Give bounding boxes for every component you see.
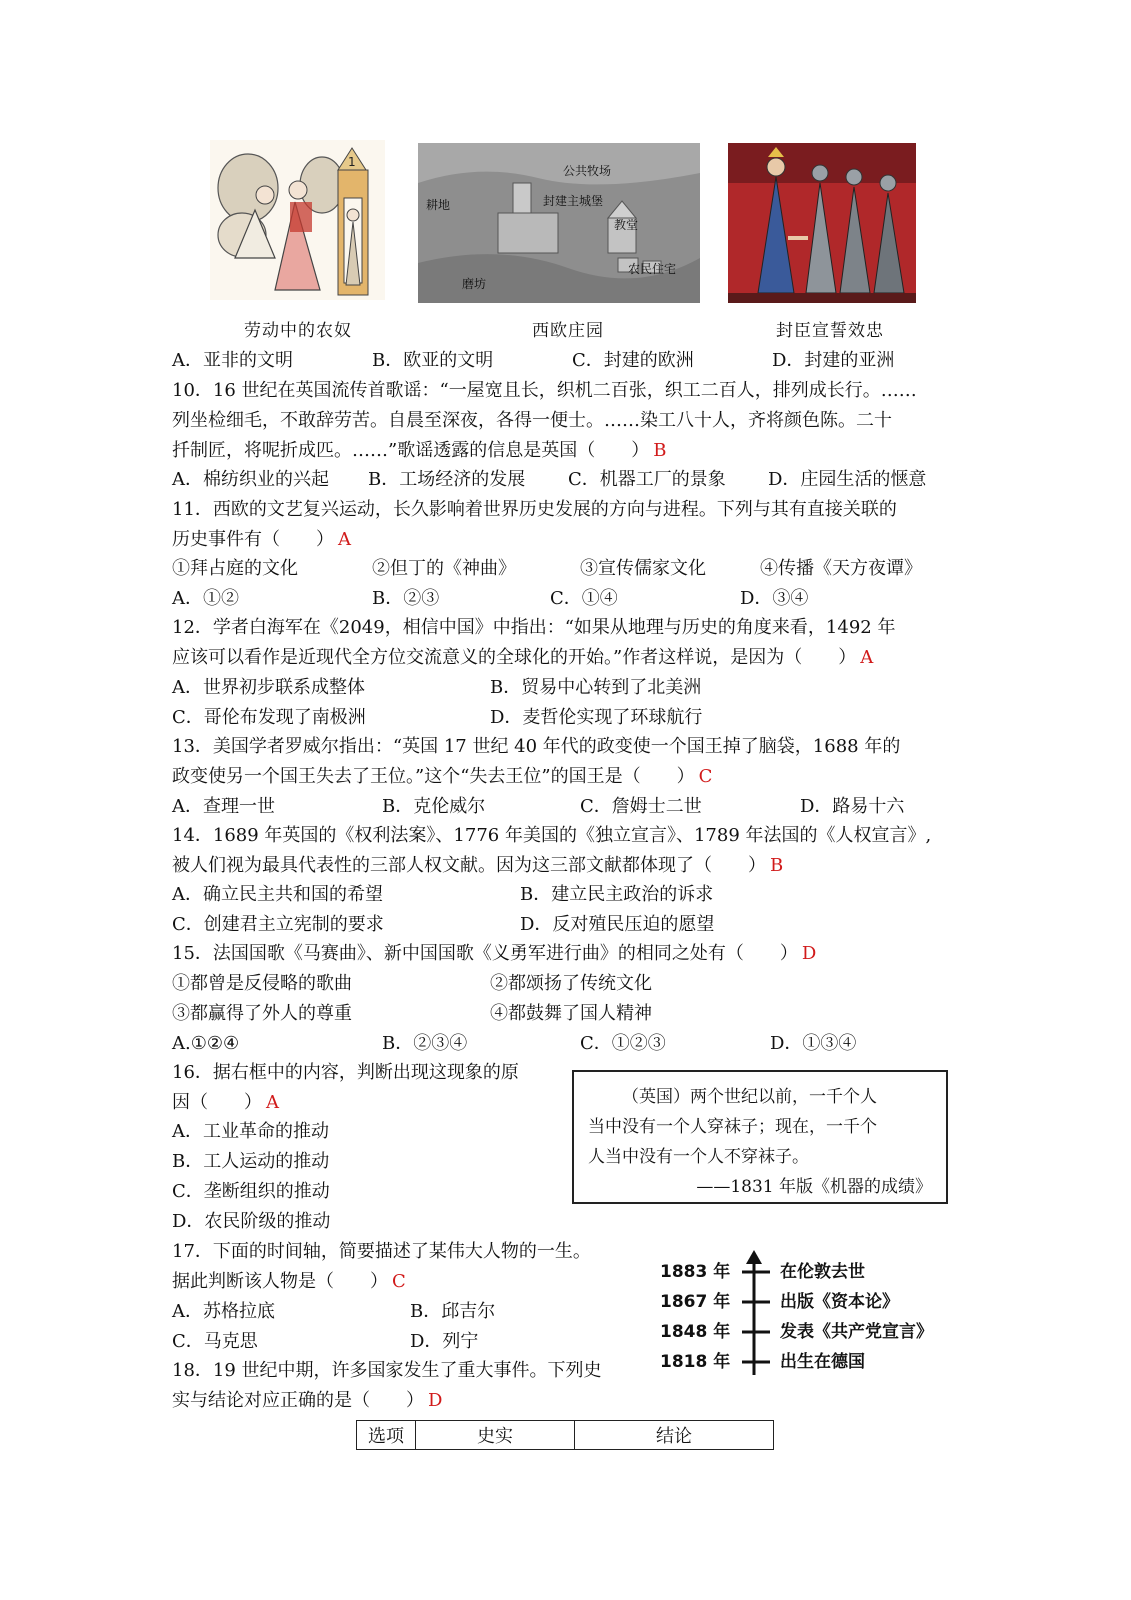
timeline-year: 1867 年 [660,1292,731,1312]
q16-stem-line-1: 16．据右框中的内容，判断出现这现象的原 [172,1062,519,1083]
q18-stem-text: 实与结论对应正确的是（ ） [172,1390,424,1411]
table-header-option: 选项 [357,1421,416,1450]
q9-option-d[interactable]: D．封建的亚洲 [772,350,895,371]
manor-label-peasant-houses: 农民住宅 [628,262,677,276]
q17-option-d[interactable]: D．列宁 [410,1331,479,1352]
q16-option-d[interactable]: D．农民阶级的推动 [172,1211,331,1232]
q14-option-a[interactable]: A．确立民主共和国的希望 [172,884,383,905]
q13-option-c[interactable]: C．詹姆士二世 [580,796,702,817]
q16-option-c[interactable]: C．垄断组织的推动 [172,1181,330,1202]
q14-option-d[interactable]: D．反对殖民压迫的愿望 [520,914,715,935]
q12-answer: A [860,647,874,668]
q15-stem-line-1 [172,943,816,965]
quote-box [572,1070,948,1204]
quote-line-1: （英国）两个世纪以前，一千个人 [622,1087,877,1107]
q16-answer: A [266,1092,279,1113]
timeline-year: 1848 年 [660,1322,731,1342]
q18-options-table [356,1420,774,1450]
q11-answer: A [338,529,351,550]
svg-text:1: 1 [348,155,356,169]
q12-option-c[interactable]: C．哥伦布发现了南极洲 [172,707,366,728]
q15-answer: D [801,943,817,964]
q13-option-d[interactable]: D．路易十六 [800,796,905,817]
q18-stem-line-1: 18．19 世纪中期，许多国家发生了重大事件。下列史 [172,1360,602,1381]
manor-label-castle: 封建主城堡 [543,194,604,208]
q15-item-1: ①都曾是反侵略的歌曲 [172,973,352,994]
caption-serfs: 劳动中的农奴 [244,321,352,341]
q15-stem-text: 15．法国国歌《马赛曲》、新中国国歌《义勇军进行曲》的相同之处有（ ） [172,943,798,964]
caption-vassal: 封臣宣誓效忠 [776,321,884,341]
q14-stem-line-1: 14．1689 年英国的《权利法案》、1776 年美国的《独立宣言》、1789 年法国的《人权宣言》, [172,825,932,846]
timeline-event: 发表《共产党宣言》 [780,1322,933,1342]
q17-option-a[interactable]: A．苏格拉底 [172,1301,275,1322]
q12-option-d[interactable]: D．麦哲伦实现了环球航行 [490,707,703,728]
q14-option-c[interactable]: C．创建君主立宪制的要求 [172,914,384,935]
q10-stem-text: 扦制匠，将呢折成匹。……”歌谣透露的信息是英国（ ） [172,440,650,461]
q15-item-4: ④都鼓舞了国人精神 [490,1003,652,1024]
q11-option-b[interactable]: B．②③ [372,588,440,609]
q14-stem-text: 被人们视为最具代表性的三部人权文献。因为这三部文献都体现了（ ） [172,855,766,876]
q17-stem-line-2 [172,1271,406,1293]
q11-option-d[interactable]: D．③④ [740,588,809,609]
q17-stem-text: 据此判断该人物是（ ） [172,1271,388,1292]
q12-stem-line-1: 12．学者白海军在《2049，相信中国》中指出：“如果从地理与历史的角度来看，1492 年 [172,617,896,638]
q16-option-a[interactable]: A．工业革命的推动 [172,1121,329,1142]
q14-option-b[interactable]: B．建立民主政治的诉求 [520,884,714,905]
q12-stem-line-2 [172,647,873,669]
q15-option-a[interactable]: A.①②④ [172,1033,240,1054]
q9-option-a[interactable]: A．亚非的文明 [172,350,293,371]
q10-stem-line-2: 列坐检细毛，不敢辞劳苦。自晨至深夜，各得一便士。……染工八十人，齐将颜色陈。二十 [172,410,892,431]
q17-option-c[interactable]: C．马克思 [172,1331,258,1352]
q17-answer: C [392,1271,406,1292]
vassal-homage-painting [728,143,916,303]
manor-label-pasture: 公共牧场 [563,164,612,178]
q11-stem-line-1: 11．西欧的文艺复兴运动，长久影响着世界历史发展的方向与进程。下列与其有直接关联的 [172,499,897,520]
q11-stem-text: 历史事件有（ ） [172,529,334,550]
q9-option-b[interactable]: B．欧亚的文明 [372,350,494,371]
q13-option-b[interactable]: B．克伦威尔 [382,796,486,817]
manor-label-mill: 磨坊 [462,277,487,291]
q18-stem-line-2 [172,1390,442,1412]
manor-map [418,143,700,303]
q15-item-3: ③都赢得了外人的尊重 [172,1003,352,1024]
q10-option-c[interactable]: C．机器工厂的景象 [568,469,726,490]
q17-stem-line-1: 17．下面的时间轴，简要描述了某伟大人物的一生。 [172,1241,591,1262]
timeline-event: 在伦敦去世 [780,1262,865,1282]
q11-item-2: ②但丁的《神曲》 [372,558,516,579]
manor-label-church: 教堂 [614,218,639,232]
q13-stem-line-1: 13．美国学者罗威尔指出：“英国 17 世纪 40 年代的政变使一个国王掉了脑袋，1688 年的 [172,736,901,757]
q14-stem-line-2 [172,855,783,877]
quote-line-3: 人当中没有一个人不穿袜子。 [588,1147,809,1167]
q15-option-c[interactable]: C．①②③ [580,1033,666,1054]
q10-answer: B [653,440,667,461]
q14-answer: B [770,855,784,876]
q18-answer: D [428,1390,443,1411]
q13-answer: C [698,766,713,787]
q11-stem-line-2 [172,529,351,551]
q16-stem-text: 因（ ） [172,1092,262,1113]
q13-stem-text: 政变使另一个国王失去了王位。”这个“失去王位”的国王是（ ） [172,766,695,787]
caption-manor: 西欧庄园 [532,321,604,341]
q15-option-b[interactable]: B．②③④ [382,1033,468,1054]
timeline-event: 出版《资本论》 [780,1292,899,1312]
timeline-event: 出生在德国 [780,1352,865,1372]
q10-option-a[interactable]: A．棉纺织业的兴起 [172,469,329,490]
q11-item-3: ③宣传儒家文化 [580,558,706,579]
table-header-row [357,1421,774,1450]
q13-option-a[interactable]: A．查理一世 [172,796,275,817]
q10-stem-line-1: 10．16 世纪在英国流传首歌谣：“一屋宽且长，织机二百张，织工二百人，排列成长行。…… [172,380,917,401]
serfs-illustration [210,140,385,300]
q12-option-b[interactable]: B．贸易中心转到了北美洲 [490,677,702,698]
timeline-year: 1883 年 [660,1262,731,1282]
q11-option-c[interactable]: C．①④ [550,588,618,609]
table-header-conclusion: 结论 [575,1421,774,1450]
q16-stem-line-2 [172,1092,279,1114]
q11-item-1: ①拜占庭的文化 [172,558,298,579]
q12-stem-text: 应该可以看作是近现代全方位交流意义的全球化的开始。”作者这样说，是因为（ ） [172,647,857,668]
table-header-fact: 史实 [416,1421,575,1450]
q16-option-b[interactable]: B．工人运动的推动 [172,1151,330,1172]
manor-label-farmland: 耕地 [426,198,451,212]
q10-option-d[interactable]: D．庄园生活的惬意 [768,469,927,490]
q11-item-4: ④传播《天方夜谭》 [760,558,922,579]
q12-option-a[interactable]: A．世界初步联系成整体 [172,677,365,698]
q15-option-d[interactable]: D．①③④ [770,1033,857,1054]
quote-line-2: 当中没有一个人穿袜子；现在，一千个 [588,1117,877,1137]
q13-stem-line-2 [172,766,712,788]
q11-option-a[interactable]: A．①② [172,588,239,609]
quote-source: ——1831 年版《机器的成绩》 [696,1177,932,1197]
marx-timeline [660,1250,980,1380]
q10-stem-line-3 [172,440,666,462]
q9-option-c[interactable]: C．封建的欧洲 [572,350,694,371]
q15-item-2: ②都颂扬了传统文化 [490,973,652,994]
timeline-year: 1818 年 [660,1352,731,1372]
q17-option-b[interactable]: B．邱吉尔 [410,1301,496,1322]
q10-option-b[interactable]: B．工场经济的发展 [368,469,526,490]
